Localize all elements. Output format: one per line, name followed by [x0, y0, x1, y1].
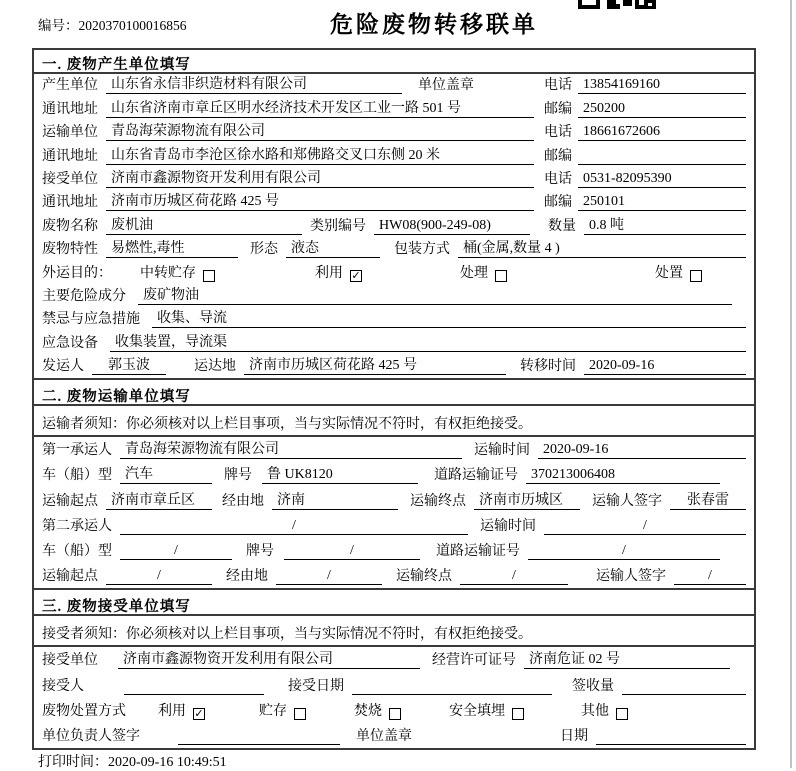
row-unit-head-signature: [34, 723, 754, 748]
checkbox-icon: [203, 270, 215, 282]
generator-address-label: 通讯地址: [42, 101, 98, 117]
form-state-value: 液态: [286, 237, 380, 258]
second-carrier-value: /: [120, 518, 468, 535]
packing-label: 包装方式: [394, 242, 450, 258]
generator-unit-group: [42, 73, 544, 94]
purpose-option-label: 中转贮存: [140, 265, 196, 281]
road-license-1-label: 道路运输证号: [434, 468, 518, 484]
transporter-unit-value: 青岛海荣源物流有限公司: [106, 120, 534, 141]
permit-label: 经营许可证号: [432, 653, 516, 669]
receiver-address-value: 济南市历城区荷花路 425 号: [106, 190, 534, 211]
form-state-label: 形态: [250, 242, 278, 258]
quantity-value: 0.8 吨: [584, 214, 746, 235]
print-time-value: 2020-09-16 10:49:51: [108, 755, 227, 770]
checkbox-icon: [616, 708, 628, 720]
row-hazard-component: [34, 285, 754, 308]
row-shipper: [34, 355, 754, 378]
signed-quantity-value: [622, 694, 746, 695]
receiver-phone-label: 电话: [544, 171, 572, 187]
transfer-time-label: 转移时间: [520, 359, 576, 375]
stamp-block: [635, 0, 656, 9]
transporter-address-label: 通讯地址: [42, 148, 98, 164]
transporter-phone-value: 18661672606: [578, 124, 746, 141]
waste-character-value: 易燃性,毒性: [106, 237, 238, 258]
first-carrier-value: 青岛海荣源物流有限公司: [120, 438, 462, 459]
receiver-address-label: 通讯地址: [42, 195, 98, 211]
purpose-option-storage: [140, 262, 215, 282]
row-vehicle-1: [34, 462, 754, 487]
shipper-value: 郭玉波: [92, 354, 166, 375]
serial-label: 编号：: [38, 18, 79, 33]
row-second-carrier: [34, 513, 754, 538]
emergency-measures-label: 禁忌与应急措施: [42, 312, 140, 328]
quantity-label: 数量: [548, 218, 576, 234]
disposal-option-label: 安全填埋: [449, 703, 505, 719]
plate-2-label: 牌号: [246, 544, 274, 560]
date-value: [596, 744, 746, 745]
generator-address-group: [42, 97, 544, 118]
checkbox-icon: [294, 708, 306, 720]
waste-character-label: 废物特性: [42, 242, 98, 258]
section-1-header: 一. 废物产生单位填写: [34, 50, 754, 74]
receiver-unit-value: 济南市鑫源物资开发利用有限公司: [106, 167, 534, 188]
stamp-block: [623, 0, 632, 6]
generator-zip-label: 邮编: [544, 101, 572, 117]
carrier-sign-2-value: /: [674, 568, 746, 585]
permit-value: 济南危证 02 号: [524, 648, 730, 669]
origin-1-label: 运输起点: [42, 493, 98, 509]
origin-2-value: /: [106, 568, 212, 585]
transporter-unit-label: 运输单位: [42, 125, 98, 141]
transporter-zip-value: [578, 164, 746, 165]
destination-value: 济南市历城区荷花路 425 号: [244, 354, 506, 375]
row-waste-character: [34, 238, 754, 261]
checkbox-icon: [690, 270, 702, 282]
transport-time-2-value: /: [544, 518, 746, 535]
emergency-measures-value: 收集、导流: [152, 307, 746, 328]
category-value: HW08(900-249-08): [374, 218, 530, 235]
purpose-option-label: 处置: [655, 265, 683, 281]
carrier-sign-2-label: 运输人签字: [596, 569, 666, 585]
manifest-form-table: [32, 48, 756, 750]
endpoint-2-value: /: [460, 568, 568, 585]
stamp-block: [578, 0, 600, 9]
destination-label: 运达地: [194, 359, 236, 375]
transport-time-1-value: 2020-09-16: [538, 442, 746, 459]
transporter-notice: 运输者须知：你必须核对以上栏目事项，当与实际情况不符时，有权拒绝接受。: [34, 406, 754, 437]
row-receiver-person: [34, 672, 754, 697]
disposal-option-other: [581, 700, 628, 720]
category-label: 类别编号: [310, 218, 366, 234]
transport-time-1-label: 运输时间: [474, 443, 530, 459]
row-generator-address: [34, 97, 754, 120]
date-label: 日期: [560, 728, 588, 744]
emergency-equipment-label: 应急设备: [42, 335, 98, 351]
checkbox-icon: [389, 708, 401, 720]
print-time-label: 打印时间：: [38, 755, 108, 770]
receiver-person-label: 接受人: [42, 678, 84, 694]
stamp-block: [607, 0, 620, 9]
unit-head-signature-label: 单位负责人签字: [42, 728, 140, 744]
page-title: 危险废物转移联单: [330, 12, 538, 37]
packing-value: 桶(金属,数量 4 ): [458, 237, 746, 258]
row-generator-unit: [34, 74, 754, 97]
row-emergency-equipment: [34, 331, 754, 354]
transporter-phone-label: 电话: [544, 125, 572, 141]
accepting-unit-value: 济南市鑫源物资开发利用有限公司: [118, 648, 420, 669]
generator-zip-value: 250200: [578, 101, 746, 118]
serial-value: 2020370100016856: [78, 18, 187, 33]
via-1-label: 经由地: [222, 493, 264, 509]
disposal-option-label: 其他: [581, 703, 609, 719]
receive-date-label: 接受日期: [288, 678, 344, 694]
print-time-line: [38, 751, 227, 771]
road-license-2-value: /: [528, 543, 720, 560]
section-2-header: 二. 废物运输单位填写: [34, 378, 754, 406]
plate-1-label: 牌号: [224, 468, 252, 484]
purpose-option-dispose: [655, 262, 702, 282]
signed-quantity-label: 签收量: [572, 678, 614, 694]
row-vehicle-2: [34, 538, 754, 563]
origin-2-label: 运输起点: [42, 569, 98, 585]
disposal-option-incinerate: [354, 700, 401, 720]
disposal-option-landfill: [449, 700, 524, 720]
carrier-sign-1-label: 运输人签字: [592, 493, 662, 509]
row-receiver-address: [34, 191, 754, 214]
origin-1-value: 济南市章丘区: [106, 489, 212, 510]
receiver-person-value: [124, 694, 264, 695]
vehicle-type-1-value: 汽车: [120, 463, 212, 484]
unit-seal-label: 单位盖章: [418, 78, 474, 94]
generator-phone-value: 13854169160: [578, 77, 746, 94]
hazard-value: 废矿物油: [138, 284, 732, 305]
disposal-option-label: 焚烧: [354, 703, 382, 719]
road-license-1-value: 370213006408: [526, 467, 720, 484]
checkbox-icon: [495, 270, 507, 282]
receiver-phone-value: 0531-82095390: [578, 171, 746, 188]
page-edge-line: [790, 0, 792, 768]
purpose-label: 外运目的：: [42, 265, 112, 281]
generator-address-value: 山东省济南市章丘区明水经济技术开发区工业一路 501 号: [106, 97, 534, 118]
transporter-zip-label: 邮编: [544, 148, 572, 164]
endpoint-1-value: 济南市历城区: [474, 489, 580, 510]
unit-seal-label-2: 单位盖章: [356, 728, 412, 744]
checkbox-checked-icon: ✓: [194, 707, 204, 720]
disposal-option-utilize: [158, 700, 205, 720]
receiver-zip-label: 邮编: [544, 195, 572, 211]
purpose-option-treat: [460, 262, 507, 282]
vehicle-type-1-label: 车（船）型: [42, 468, 112, 484]
carrier-sign-1-value: 张春雷: [670, 489, 746, 510]
section-3-header: 三. 废物接受单位填写: [34, 588, 754, 616]
receiver-address-group: [42, 190, 544, 211]
via-1-value: 济南: [272, 489, 398, 510]
generator-unit-label: 产生单位: [42, 78, 98, 94]
accepting-unit-label: 接受单位: [42, 653, 98, 669]
transfer-time-value: 2020-09-16: [584, 358, 746, 375]
unit-head-signature-value: [178, 744, 340, 745]
cutoff-stamp-fragment: [578, 0, 656, 9]
receive-date-value: [352, 694, 552, 695]
disposal-option-storage: [259, 700, 306, 720]
transporter-address-group: [42, 144, 544, 165]
receiver-notice: 接受者须知：你必须核对以上栏目事项，当与实际情况不符时，有权拒绝接受。: [34, 616, 754, 647]
purpose-option-utilize: [315, 262, 362, 282]
transport-time-2-label: 运输时间: [480, 518, 536, 534]
waste-name-label: 废物名称: [42, 218, 98, 234]
row-receiver-unit: [34, 168, 754, 191]
endpoint-1-label: 运输终点: [410, 493, 466, 509]
row-accepting-unit: [34, 647, 754, 672]
purpose-option-label: 处理: [460, 265, 488, 281]
row-disposal-method: [34, 698, 754, 723]
shipper-label: 发运人: [42, 359, 84, 375]
checkbox-icon: [512, 708, 524, 720]
first-carrier-label: 第一承运人: [42, 443, 112, 459]
disposal-option-label: 利用: [158, 703, 186, 719]
row-waste-name: [34, 214, 754, 237]
plate-2-value: /: [284, 543, 420, 560]
receiver-unit-label: 接受单位: [42, 171, 98, 187]
row-route-1: [34, 487, 754, 512]
receiver-zip-value: 250101: [578, 194, 746, 211]
waste-name-value: 废机油: [106, 214, 302, 235]
via-2-value: /: [276, 568, 382, 585]
row-first-carrier: [34, 437, 754, 462]
row-emergency-measures: [34, 308, 754, 331]
plate-1-value: 鲁 UK8120: [262, 463, 418, 484]
second-carrier-label: 第二承运人: [42, 518, 112, 534]
emergency-equipment-value: 收集装置，导流渠: [110, 331, 746, 352]
row-transporter-unit: [34, 121, 754, 144]
purpose-option-label: 利用: [315, 265, 343, 281]
disposal-option-label: 贮存: [259, 703, 287, 719]
generator-phone-label: 电话: [544, 78, 572, 94]
row-route-2: [34, 563, 754, 588]
endpoint-2-label: 运输终点: [396, 569, 452, 585]
hazard-label: 主要危险成分: [42, 288, 126, 304]
receiver-unit-group: [42, 167, 544, 188]
row-transporter-address: [34, 144, 754, 167]
via-2-label: 经由地: [226, 569, 268, 585]
row-transfer-purpose: [34, 261, 754, 284]
vehicle-type-2-value: /: [120, 543, 232, 560]
disposal-method-label: 废物处置方式: [42, 703, 126, 719]
serial-number-line: [38, 14, 187, 34]
checkbox-checked-icon: ✓: [351, 269, 361, 282]
transporter-address-value: 山东省青岛市李沧区徐水路和郑佛路交叉口东侧 20 米: [106, 144, 534, 165]
generator-unit-value: 山东省永信非织造材料有限公司: [106, 73, 402, 94]
road-license-2-label: 道路运输证号: [436, 544, 520, 560]
vehicle-type-2-label: 车（船）型: [42, 544, 112, 560]
transporter-unit-group: [42, 120, 544, 141]
